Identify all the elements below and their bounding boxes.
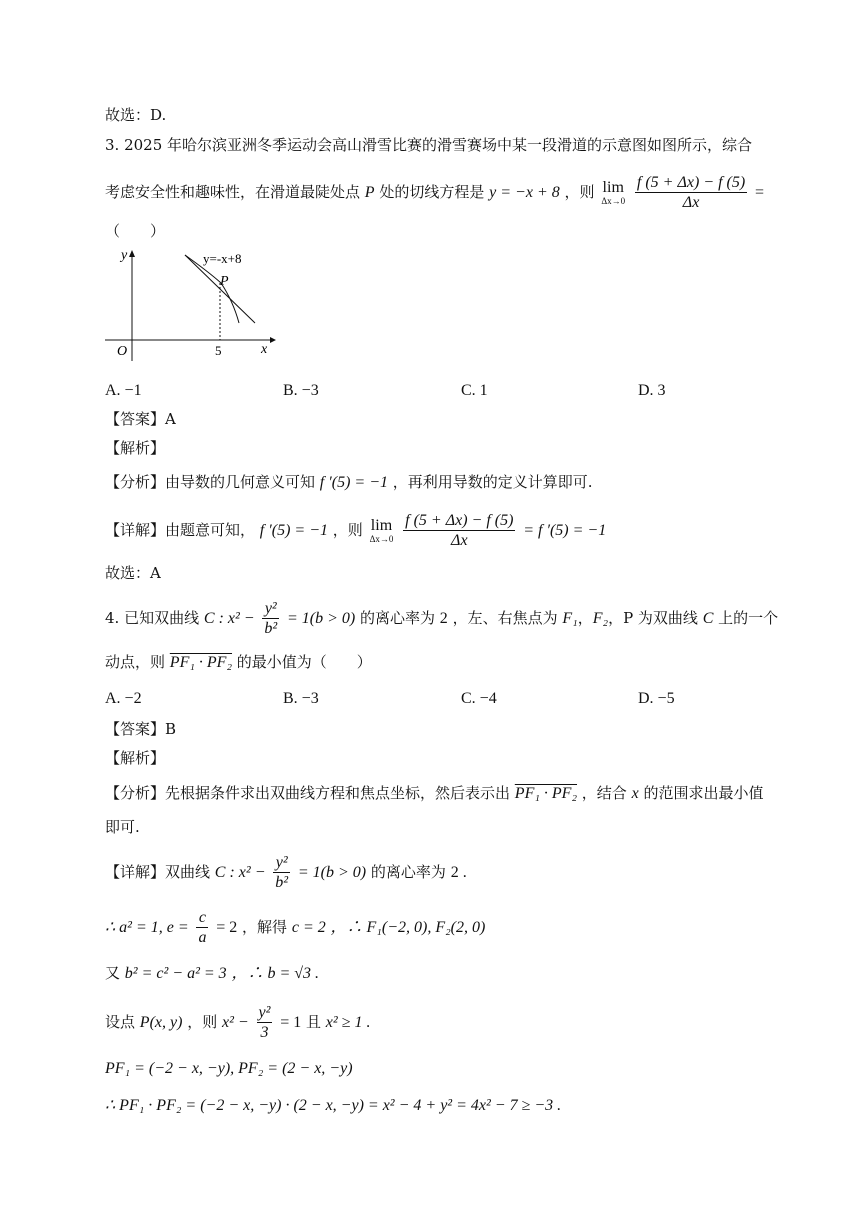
q4-stem-text-a: 已知双曲线 xyxy=(124,609,200,627)
q4-curve: C : x² − xyxy=(203,610,255,627)
q4-line2-text-b: 的最小值为（ ） xyxy=(236,653,372,671)
q3-option-c: C. 1 xyxy=(461,382,488,399)
q4-option-c: C. −4 xyxy=(461,690,497,707)
q3-fenxi xyxy=(105,471,593,494)
q4-step3 xyxy=(105,1002,370,1043)
q4-option-a: A. −2 xyxy=(105,690,142,707)
q4-xiangjie-text-b: 的离心率为 xyxy=(370,863,446,881)
q4-c-label: C xyxy=(702,610,714,627)
q4-step3-g: x² ≥ 1 . xyxy=(325,1014,371,1031)
q4-fenxi-text-a: 【分析】先根据条件求出双曲线方程和焦点坐标，然后表示出 xyxy=(105,784,511,802)
q4-condition: = 1(b > 0) xyxy=(286,610,356,627)
q3-option-d: D. 3 xyxy=(638,382,666,399)
q4-step3-d: x² − xyxy=(222,1014,249,1031)
q4-fenxi-text-b: ，结合 xyxy=(581,784,627,802)
tangent-line-label: y=-x+8 xyxy=(203,251,242,266)
q4-option-b: B. −3 xyxy=(283,690,319,707)
q3-slope-figure xyxy=(105,243,285,363)
q3-equals: = xyxy=(754,184,765,201)
q3-tangent-equation: y = −x + 8 xyxy=(489,184,560,201)
q3-fenxi-formula: f ′(5) = −1 xyxy=(319,474,388,491)
q3-fenxi-text-b: ，再利用导数的定义计算即可. xyxy=(392,473,593,491)
q4-fenxi-text-c: 的范围求出最小值 xyxy=(643,784,764,802)
q3-xiangjie-text-b: ，则 xyxy=(332,521,363,539)
q3-xiangjie-limit: lim Δx→0 xyxy=(369,517,394,544)
x-axis-arrow xyxy=(270,337,276,343)
q4-fenxi-x: x xyxy=(631,785,639,802)
q4-step1-d: c = 2 xyxy=(291,919,326,936)
q4-step1-a: ∴ a² = 1, e = xyxy=(105,919,189,936)
q4-step3-e: = 1 xyxy=(280,1014,302,1031)
q4-xiangjie xyxy=(105,852,467,893)
q3-point: P xyxy=(364,184,375,201)
q4-f1: F₁ xyxy=(562,610,578,627)
q3-number: 3. xyxy=(105,136,120,154)
q4-vector-product: PF₁ · PF₂ xyxy=(169,654,233,671)
q4-step3-c: ，则 xyxy=(187,1013,218,1031)
q4-stem-line2 xyxy=(105,651,372,674)
q4-step1 xyxy=(105,907,485,948)
q4-step3-fraction: $\frac{\text{y²}}{3}$ xyxy=(258,1003,271,1041)
q3-conclusion: 故选：A xyxy=(105,564,161,582)
tick-5-label: 5 xyxy=(215,343,222,358)
q4-stem-text-d: ，P 为双曲线 xyxy=(608,609,698,627)
q3-stem-line2 xyxy=(105,172,764,213)
q4-step1-c: ，解得 xyxy=(242,918,288,936)
q4-xiangjie-text-a: 【详解】双曲线 xyxy=(105,863,211,881)
q3-stem-text2c: ，则 xyxy=(564,183,595,201)
q3-difference-quotient: $\frac{f (5 + \Delta x) - f (5)}{\Delta x}$ xyxy=(636,173,746,211)
q4-step2-c: ，∴ b = √3 . xyxy=(231,965,320,982)
q4-step1-fraction: $\frac{c}{a}$ xyxy=(198,908,207,946)
q4-step2-b: b² = c² − a² = 3 xyxy=(124,965,227,982)
q3-stem-text1: 2025 年哈尔滨亚洲冬季运动会高山滑雪比赛的滑雪赛场中某一段滑道的示意图如图所示，综合 xyxy=(124,136,753,154)
q4-step1-e: ，∴ F₁(−2, 0), F₂(2, 0) xyxy=(330,919,486,936)
q4-xiangjie-fraction: $\frac{\text{y²}}{\text{b²}}$ xyxy=(275,853,289,891)
q4-options xyxy=(105,688,765,710)
q3-stem-text2a: 考虑安全性和趣味性，在滑道最陡处点 xyxy=(105,183,361,201)
q3-xiangjie-tail: = f ′(5) = −1 xyxy=(523,522,607,539)
q4-stem-line1: 4. 已知双曲线 C : x² − $\frac{\text{y²}}{\text{b²}}$ = 1(b > 0) 的离心率为 2 ，左、右焦点为 F₁，F₂，P 为双曲线 C 上的一个 xyxy=(105,599,779,637)
q4-step4: PF₁ = (−2 − x, −y), PF₂ = (2 − x, −y) xyxy=(105,1060,353,1077)
q3-option-b: B. −3 xyxy=(283,382,319,399)
point-p-label: P xyxy=(220,274,229,289)
q4-step2-a: 又 xyxy=(105,964,121,982)
q4-xiangjie-curve: C : x² − xyxy=(214,864,266,881)
q3-xiangjie-text-a: 【详解】由题意可知， xyxy=(105,521,256,539)
q4-step3-b: P(x, y) xyxy=(139,1014,183,1031)
q4-step2 xyxy=(105,962,319,985)
q3-xiangjie xyxy=(105,510,606,551)
q3-option-a: A. −1 xyxy=(105,382,142,399)
q3-answer: 【答案】A xyxy=(105,410,176,428)
q4-option-d: D. −5 xyxy=(638,690,675,707)
q4-analysis-label: 【解析】 xyxy=(105,749,166,767)
q4-step3-f: 且 xyxy=(306,1013,322,1031)
q4-step1-b: = 2 xyxy=(216,919,238,936)
q4-number: 4. xyxy=(105,609,120,627)
q4-stem-text-c: ，左、右焦点为 xyxy=(452,609,558,627)
q3-xiangjie-quotient: $\frac{f (5 + \Delta x) - f (5)}{\Delta x}$ xyxy=(405,511,514,549)
q4-xiangjie-e: 2 . xyxy=(450,864,467,881)
q4-answer: 【答案】B xyxy=(105,720,177,738)
q3-fenxi-text-a: 【分析】由导数的几何意义可知 xyxy=(105,473,316,491)
q3-stem-line1 xyxy=(105,134,752,156)
q3-paren: （ ） xyxy=(105,222,166,240)
q3-analysis-label: 【解析】 xyxy=(105,439,166,457)
q4-xiangjie-condition: = 1(b > 0) xyxy=(297,864,367,881)
q4-fenxi xyxy=(105,782,764,805)
q4-step5: ∴ PF₁ · PF₂ = (−2 − x, −y) · (2 − x, −y) = x² − 4 + y² = 4x² − 7 ≥ −3 . xyxy=(105,1097,562,1114)
x-axis-label: x xyxy=(261,342,268,357)
prev-conclusion: 故选：D. xyxy=(105,106,167,124)
q3-limit: lim Δx→0 xyxy=(601,179,626,206)
y-axis-label: y xyxy=(121,248,128,263)
q4-fraction: $\frac{\text{y²}}{\text{b²}}$ xyxy=(264,599,278,637)
y-axis-arrow xyxy=(129,250,135,257)
q3-options xyxy=(105,380,765,402)
q4-line2-text-a: 动点，则 xyxy=(105,653,166,671)
q4-fenxi-line2: 即可. xyxy=(105,818,140,836)
q4-stem-text-e: 上的一个 xyxy=(718,609,779,627)
q4-fenxi-vector: PF₁ · PF₂ xyxy=(514,785,578,802)
q4-stem-text-b: 的离心率为 xyxy=(359,609,435,627)
q3-stem-text2b: 处的切线方程是 xyxy=(379,183,485,201)
q4-f2: F₂ xyxy=(592,610,609,627)
q4-eccentricity: 2 xyxy=(439,610,448,627)
q3-xiangjie-formula: f ′(5) = −1 xyxy=(259,522,328,539)
origin-label: O xyxy=(117,344,128,359)
q4-step3-a: 设点 xyxy=(105,1013,136,1031)
